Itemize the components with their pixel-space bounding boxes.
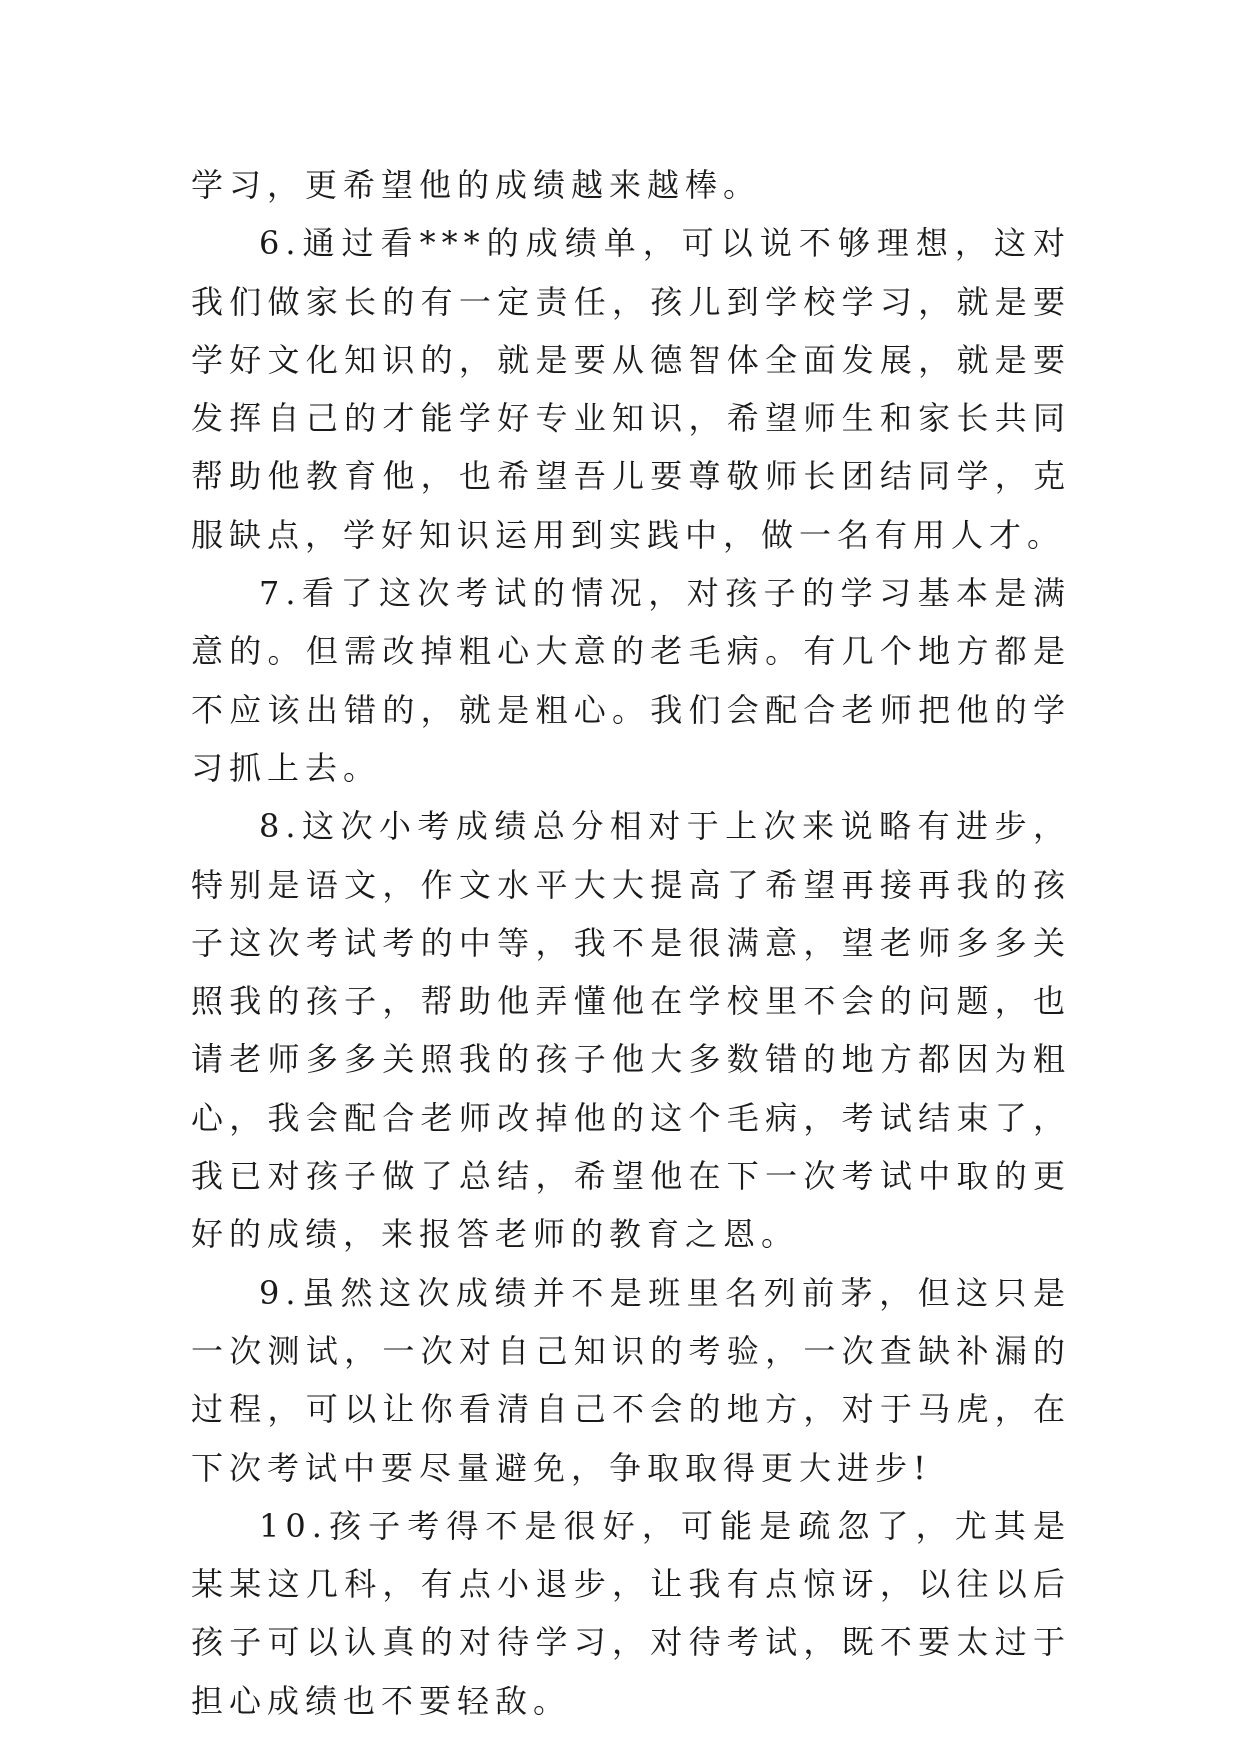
paragraph-item-10: 10.孩子考得不是很好，可能是疏忽了，尤其是某某这几科，有点小退步，让我有点惊讶，以往以后孩子可以认真的对待学习，对待考试，既不要太过于担心成绩也不要轻敌。 (191, 1506, 1071, 1720)
paragraph-item-7: 7.看了这次考试的情况，对孩子的学习基本是满意的。但需改掉粗心大意的老毛病。有几个地方都是不应该出错的，就是粗心。我们会配合老师把他的学习抓上去。 (191, 574, 1071, 787)
document-body (191, 156, 1071, 1730)
paragraph-item-6: 6.通过看***的成绩单，可以说不够理想，这对我们做家长的有一定责任，孩儿到学校学习，就是要学好文化知识的，就是要从德智体全面发展，就是要发挥自己的才能学好专业知识，希望师生和家长共同帮助他教育他，也希望吾儿要尊敬师长团结同学，克服缺点，学好知识运用到实践中，做一名有用人才。 (191, 224, 1071, 554)
paragraph-item-8: 8.这次小考成绩总分相对于上次来说略有进步，特别是语文，作文水平大大提高了希望再接再我的孩子这次考试考的中等，我不是很满意，望老师多多关照我的孩子，帮助他弄懂他在学校里不会的问题，也请老师多多关照我的孩子他大多数错的地方都因为粗心，我会配合老师改掉他的这个毛病，考试结束了，我已对孩子做了总结，希望他在下一次考试中取的更好的成绩，来报答老师的教育之恩。 (191, 807, 1071, 1254)
paragraph-item-9: 9.虽然这次成绩并不是班里名列前茅，但这只是一次测试，一次对自己知识的考验，一次查缺补漏的过程，可以让你看清自己不会的地方，对于马虎，在下次考试中要尽量避免，争取取得更大进步! (191, 1273, 1071, 1487)
paragraph-continuation: 学习，更希望他的成绩越来越棒。 (191, 166, 762, 204)
